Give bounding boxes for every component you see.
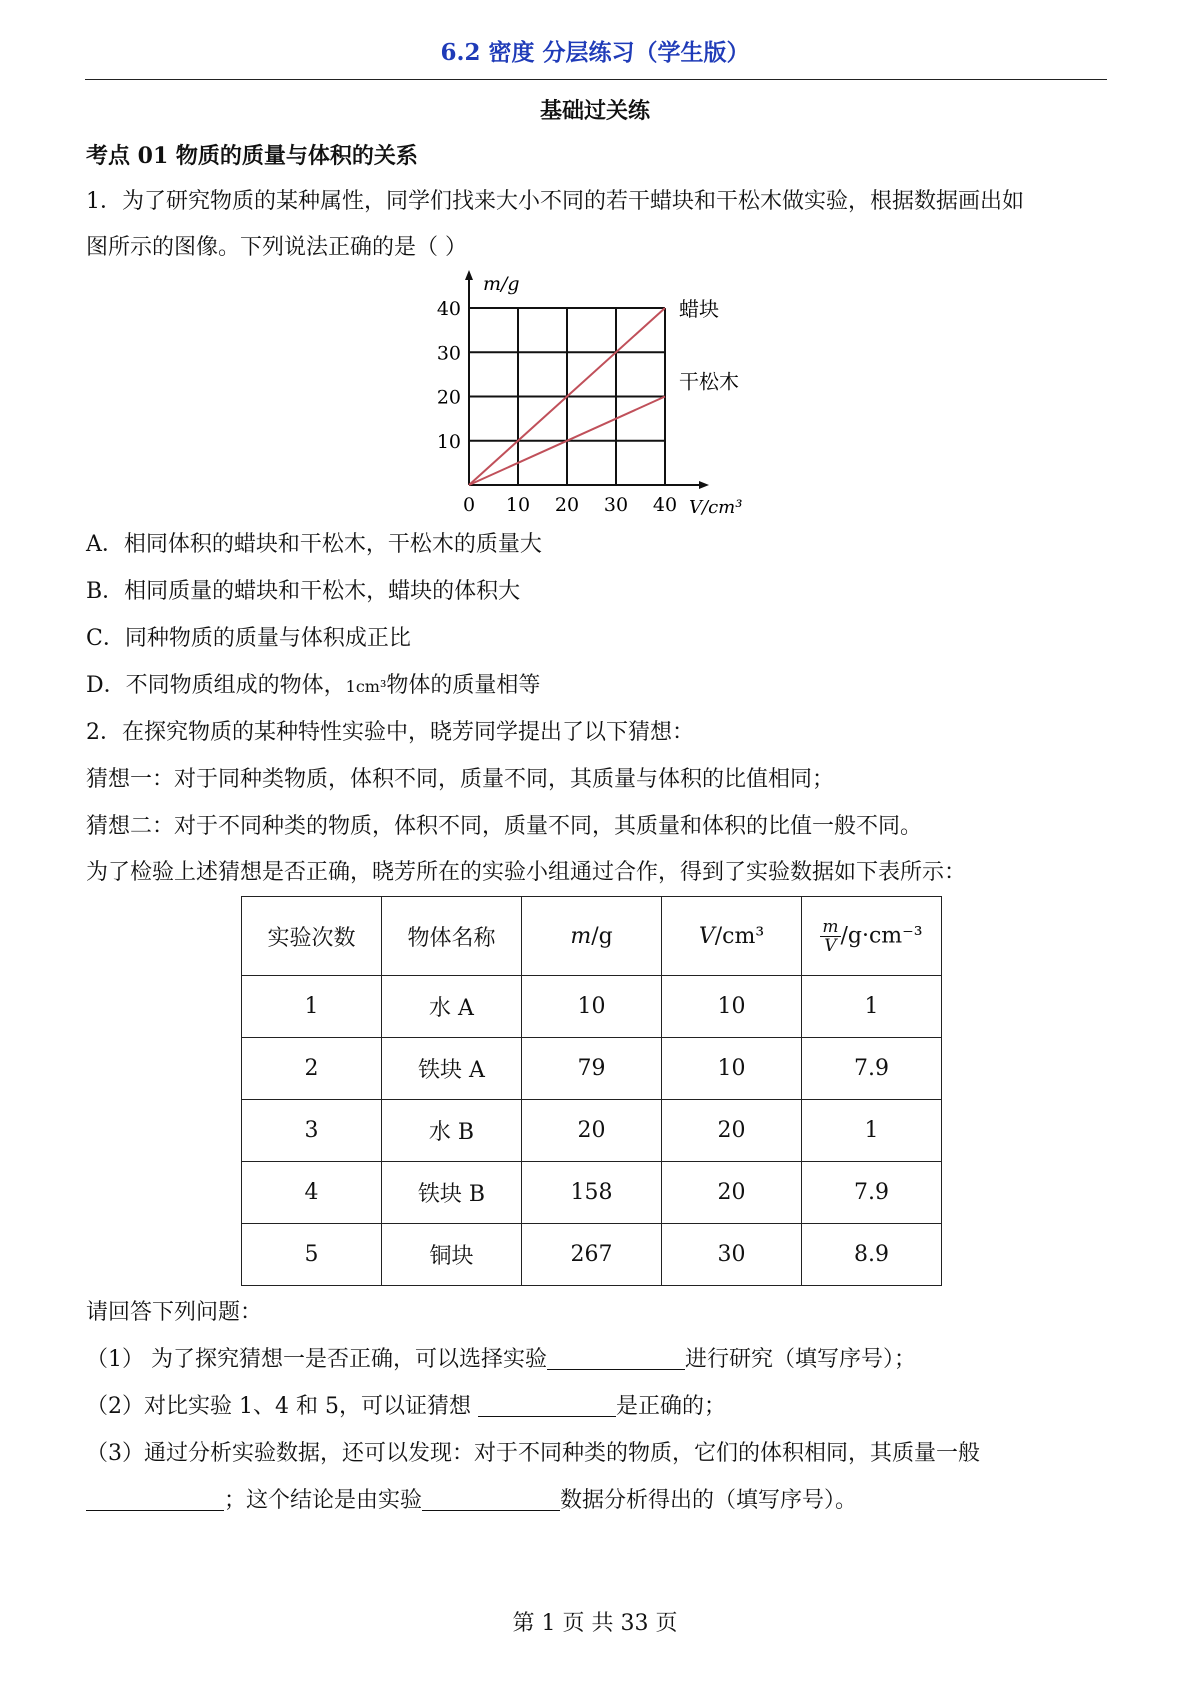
answer-blank[interactable] — [478, 1394, 616, 1417]
document-title: 6.2 密度 分层练习（学生版） — [440, 39, 750, 66]
y-tick-label: 40 — [436, 298, 461, 320]
cell-name: 铜块 — [382, 1224, 522, 1286]
cell-ratio: 1 — [802, 1100, 942, 1162]
cell-trial: 1 — [242, 976, 382, 1038]
section-title: 基础过关练 — [539, 98, 650, 124]
q1-stem-line2: 图所示的图像。下列说法正确的是（ ） — [86, 235, 467, 260]
q1-option-a: A．相同体积的蜡块和干松木，干松木的质量大 — [86, 532, 542, 557]
q2-sub2-text-end: 是正确的； — [615, 1394, 726, 1419]
y-tick-label: 20 — [436, 386, 461, 409]
header-volume — [662, 897, 802, 976]
ratio-denominator: V — [824, 935, 837, 956]
table-row — [242, 1100, 942, 1162]
cell-volume: 20 — [662, 1100, 802, 1162]
cell-trial: 5 — [242, 1224, 382, 1286]
table-row — [242, 1162, 942, 1224]
x-axis-label: V/cm³ — [689, 497, 743, 518]
series-label-pine: 干松木 — [679, 369, 739, 394]
cell-mass: 267 — [522, 1224, 662, 1286]
q1-option-d-unit: 1cm³ — [345, 677, 387, 696]
q2-prompt: 请回答下列问题： — [86, 1300, 263, 1325]
cell-name: 水 A — [382, 976, 522, 1038]
header-trial: 实验次数 — [242, 897, 382, 976]
cell-ratio: 8.9 — [802, 1224, 942, 1286]
table-row — [242, 1224, 942, 1286]
header-ratio — [802, 897, 942, 976]
q2-sub1-text: （1） 为了探究猜想一是否正确，可以选择实验 — [86, 1347, 547, 1372]
origin-label: 0 — [462, 494, 476, 516]
answer-blank[interactable] — [547, 1347, 685, 1370]
cell-volume: 10 — [662, 976, 802, 1038]
x-tick-label: 10 — [505, 494, 531, 516]
cell-volume: 20 — [662, 1162, 802, 1224]
q2-guess1: 猜想一：对于同种类物质，体积不同，质量不同，其质量与体积的比值相同； — [86, 767, 835, 792]
ratio-fraction — [820, 918, 840, 955]
cell-name: 水 B — [382, 1100, 522, 1162]
cell-ratio: 7.9 — [802, 1038, 942, 1100]
cell-name: 铁块 B — [382, 1162, 522, 1224]
q1-option-c: C．同种物质的质量与体积成正比 — [86, 626, 411, 651]
q2-sub3-text: ；这个结论是由实验 — [224, 1488, 423, 1513]
q2-stem: 2．在探究物质的某种特性实验中，晓芳同学提出了以下猜想： — [86, 720, 694, 745]
cell-mass: 158 — [522, 1162, 662, 1224]
cell-mass: 79 — [522, 1038, 662, 1100]
y-tick-label: 10 — [436, 430, 461, 453]
header-volume-unit: /cm³ — [714, 923, 765, 949]
topic-heading: 考点 01 物质的质量与体积的关系 — [86, 143, 418, 169]
q2-intro: 为了检验上述猜想是否正确，晓芳所在的实验小组通过合作，得到了实验数据如下表所示： — [86, 860, 967, 885]
cell-volume: 10 — [662, 1038, 802, 1100]
q2-sub2 — [86, 1392, 726, 1422]
page-footer: 第 1 页 共 33 页 — [512, 1611, 678, 1636]
ratio-numerator: m — [822, 916, 839, 937]
cell-mass: 20 — [522, 1100, 662, 1162]
q1-option-d — [86, 671, 540, 702]
ratio-unit: /g·cm⁻³ — [840, 923, 923, 948]
cell-volume: 30 — [662, 1224, 802, 1286]
table-row — [242, 1038, 942, 1100]
q2-guess2: 猜想二：对于不同种类的物质，体积不同，质量不同，其质量和体积的比值一般不同。 — [86, 814, 923, 839]
cell-ratio: 1 — [802, 976, 942, 1038]
q2-sub1-text-end: 进行研究（填写序号）； — [685, 1347, 917, 1372]
x-axis-arrow — [699, 481, 709, 489]
answer-blank[interactable] — [422, 1488, 560, 1511]
cell-trial: 3 — [242, 1100, 382, 1162]
y-axis-arrow — [465, 270, 473, 280]
q1-stem-line1: 1．为了研究物质的某种属性，同学们找来大小不同的若干蜡块和干松木做实验，根据数据画出如 — [86, 189, 1025, 214]
header-mass-symbol: m — [570, 923, 592, 949]
q2-sub1 — [86, 1345, 916, 1375]
cell-trial: 2 — [242, 1038, 382, 1100]
header-volume-symbol: V — [698, 923, 715, 949]
header-name: 物体名称 — [382, 897, 522, 976]
experiment-table — [241, 896, 942, 1286]
q1-option-d-text-end: 物体的质量相等 — [386, 673, 541, 698]
x-tick-label: 30 — [603, 494, 629, 516]
x-tick-label: 40 — [652, 494, 678, 516]
q1-option-d-text: D．不同物质组成的物体， — [86, 673, 346, 698]
x-tick-label: 20 — [554, 494, 580, 516]
q2-sub3-line2 — [86, 1486, 857, 1516]
header-mass — [522, 897, 662, 976]
cell-ratio: 7.9 — [802, 1162, 942, 1224]
series-label-wax: 蜡块 — [679, 297, 719, 321]
q2-sub3-line1: （3）通过分析实验数据，还可以发现：对于不同种类的物质，它们的体积相同，其质量一般 — [86, 1441, 981, 1466]
mass-volume-chart — [420, 270, 760, 520]
header-mass-unit: /g — [591, 923, 613, 949]
table-header-row — [242, 897, 942, 976]
answer-blank[interactable] — [86, 1488, 224, 1511]
header-divider — [85, 79, 1107, 80]
cell-name: 铁块 A — [382, 1038, 522, 1100]
y-tick-label: 30 — [436, 342, 461, 365]
q2-sub3-text-end: 数据分析得出的（填写序号）。 — [560, 1488, 858, 1513]
y-axis-label: m/g — [483, 273, 520, 295]
q1-option-b: B．相同质量的蜡块和干松木，蜡块的体积大 — [86, 579, 521, 604]
cell-mass: 10 — [522, 976, 662, 1038]
cell-trial: 4 — [242, 1162, 382, 1224]
q2-sub2-text: （2）对比实验 1、4 和 5，可以证猜想 — [86, 1394, 478, 1419]
table-row — [242, 976, 942, 1038]
